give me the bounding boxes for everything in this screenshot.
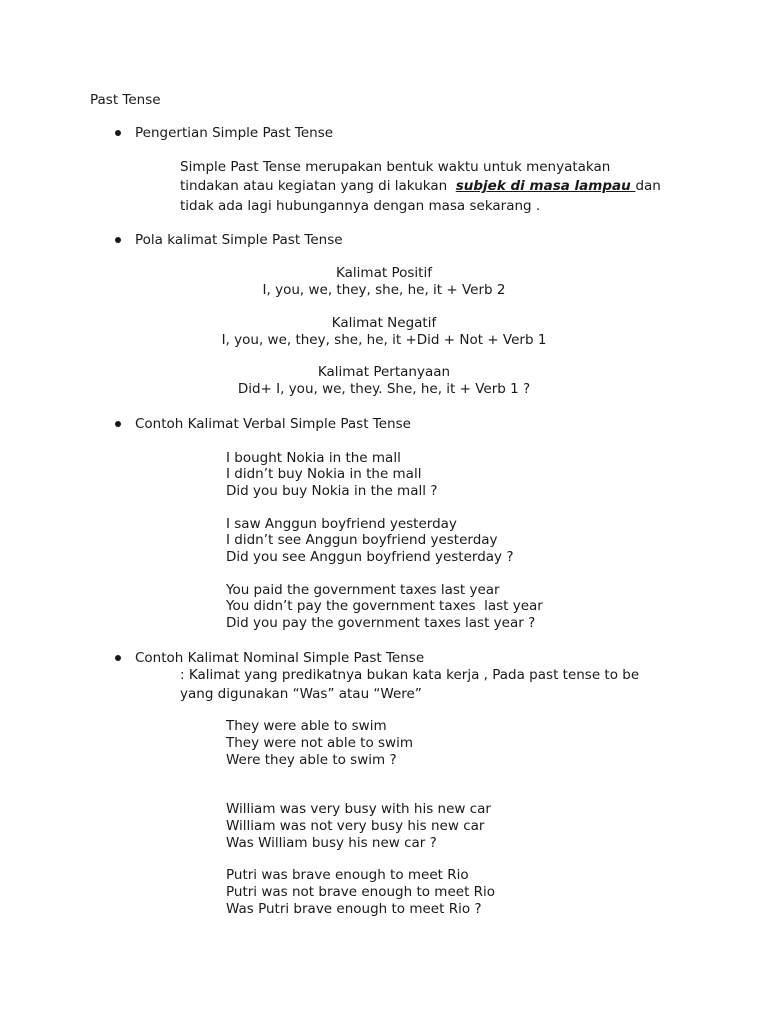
positive-formula: I, you, we, they, she, he, it + Verb 2 [262, 282, 506, 298]
negative-label: Kalimat Negatif [331, 315, 437, 331]
section-heading-pengertian: Pengertian Simple Past Tense [135, 125, 334, 141]
example-line: I didn’t see Anggun boyfriend yesterday [226, 532, 498, 548]
bullet-icon [115, 421, 121, 427]
section-heading-verbal: Contoh Kalimat Verbal Simple Past Tense [135, 416, 411, 432]
example-line: You didn’t pay the government taxes last year [226, 598, 543, 614]
section-heading-nominal: Contoh Kalimat Nominal Simple Past Tense [135, 650, 425, 666]
example-line: Did you see Anggun boyfriend yesterday ? [226, 549, 514, 565]
nominal-description-1: : Kalimat yang predikatnya bukan kata kerja , Pada past tense to be [180, 667, 640, 683]
nominal-description-2: yang digunakan “Was” atau “Were” [180, 686, 422, 702]
example-line: Was Putri brave enough to meet Rio ? [226, 901, 482, 917]
definition-line-2-pre: tindakan atau kegiatan yang di lakukan [180, 178, 456, 194]
definition-line-1: Simple Past Tense merupakan bentuk waktu untuk menyatakan [180, 159, 611, 175]
example-line: Did you pay the government taxes last year ? [226, 615, 536, 631]
example-line: I didn’t buy Nokia in the mall [226, 466, 422, 482]
bullet-icon [115, 655, 121, 661]
example-line: Putri was not brave enough to meet Rio [226, 884, 496, 900]
example-line: Did you buy Nokia in the mall ? [226, 483, 438, 499]
question-label: Kalimat Pertanyaan [317, 364, 451, 380]
example-line: You paid the government taxes last year [226, 582, 500, 598]
definition-line-2 [180, 178, 661, 195]
question-formula: Did+ I, you, we, they. She, he, it + Verb 1 ? [237, 381, 531, 397]
example-line: I saw Anggun boyfriend yesterday [226, 516, 457, 532]
example-line: Were they able to swim ? [226, 752, 397, 768]
definition-line-2-post: dan [635, 178, 661, 194]
example-line: They were able to swim [226, 718, 387, 734]
example-line: Putri was brave enough to meet Rio [226, 867, 469, 883]
example-line: They were not able to swim [226, 735, 413, 751]
section-heading-pola: Pola kalimat Simple Past Tense [135, 232, 343, 248]
definition-emphasis: subjek di masa lampau [455, 178, 636, 194]
definition-line-3: tidak ada lagi hubungannya dengan masa sekarang . [180, 198, 541, 214]
bullet-icon [115, 237, 121, 243]
example-line: I bought Nokia in the mall [226, 450, 401, 466]
document-title: Past Tense [90, 92, 161, 108]
example-line: William was very busy with his new car [226, 801, 491, 817]
example-line: Was William busy his new car ? [226, 835, 437, 851]
positive-label: Kalimat Positif [336, 265, 432, 281]
negative-formula: I, you, we, they, she, he, it +Did + Not + Verb 1 [221, 332, 547, 348]
example-line: William was not very busy his new car [226, 818, 485, 834]
bullet-icon [115, 130, 121, 136]
